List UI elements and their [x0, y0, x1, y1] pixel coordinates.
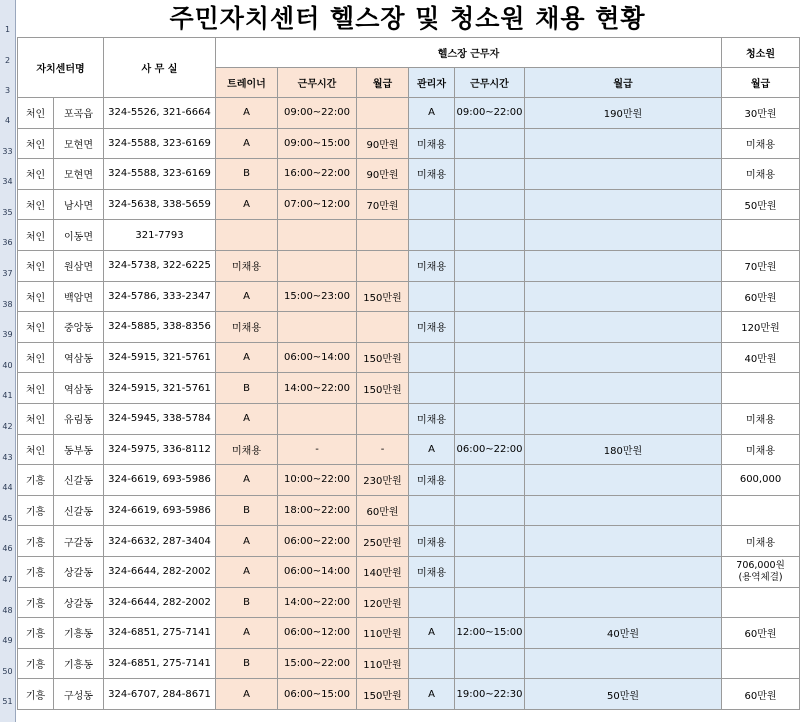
manager-salary-cell[interactable] — [525, 312, 722, 343]
manager-cell[interactable] — [409, 648, 455, 679]
trainer-hours-cell[interactable]: - — [278, 434, 357, 465]
table-row — [18, 312, 800, 343]
district-cell[interactable]: 처인 — [18, 189, 54, 220]
table-row — [18, 495, 800, 526]
cleaner-salary-cell[interactable]: 40만원 — [722, 342, 800, 373]
cleaner-salary-cell[interactable]: 60만원 — [722, 281, 800, 312]
trainer-header[interactable]: 트레이너 — [216, 68, 278, 98]
manager-hours-cell[interactable] — [455, 220, 525, 251]
trainer-salary-header[interactable]: 월급 — [357, 68, 409, 98]
manager-hours-header[interactable]: 근무시간 — [455, 68, 525, 98]
trainer-cell[interactable]: A — [216, 618, 278, 649]
center-cell[interactable]: 백암면 — [54, 281, 104, 312]
office-phone-cell[interactable]: 324-5588, 323-6169 — [104, 159, 216, 190]
district-cell[interactable]: 기흥 — [18, 495, 54, 526]
center-cell[interactable]: 신갈동 — [54, 495, 104, 526]
manager-hours-cell[interactable] — [455, 373, 525, 404]
district-cell[interactable]: 처인 — [18, 434, 54, 465]
trainer-hours-cell[interactable]: 10:00~22:00 — [278, 465, 357, 496]
center-cell[interactable]: 모현면 — [54, 128, 104, 159]
trainer-cell[interactable]: A — [216, 281, 278, 312]
manager-cell[interactable] — [409, 495, 455, 526]
manager-salary-cell[interactable] — [525, 220, 722, 251]
office-phone-cell[interactable]: 324-6707, 284-8671 — [104, 679, 216, 710]
manager-cell[interactable] — [409, 342, 455, 373]
trainer-salary-cell[interactable]: 90만원 — [357, 128, 409, 159]
trainer-hours-cell[interactable]: 09:00~22:00 — [278, 98, 357, 129]
manager-salary-cell[interactable] — [525, 648, 722, 679]
manager-cell[interactable]: 미채용 — [409, 556, 455, 587]
cleaner-salary-cell[interactable]: 미채용 — [722, 159, 800, 190]
recruitment-table — [17, 37, 800, 710]
center-cell[interactable]: 기흥동 — [54, 648, 104, 679]
trainer-hours-cell[interactable]: 14:00~22:00 — [278, 373, 357, 404]
row-number[interactable]: 49 — [2, 636, 13, 646]
trainer-salary-cell[interactable]: 150만원 — [357, 342, 409, 373]
manager-salary-cell[interactable]: 40만원 — [525, 618, 722, 649]
district-cell[interactable]: 처인 — [18, 98, 54, 129]
district-cell[interactable]: 처인 — [18, 128, 54, 159]
office-phone-cell[interactable]: 324-5738, 322-6225 — [104, 250, 216, 281]
cleaner-salary-header[interactable]: 월급 — [722, 68, 800, 98]
district-cell[interactable]: 처인 — [18, 312, 54, 343]
manager-cell[interactable] — [409, 189, 455, 220]
trainer-salary-cell[interactable] — [357, 403, 409, 434]
manager-cell[interactable] — [409, 220, 455, 251]
district-cell[interactable]: 기흥 — [18, 526, 54, 557]
table-row — [18, 98, 800, 129]
office-phone-cell[interactable]: 324-5915, 321-5761 — [104, 342, 216, 373]
cleaner-salary-cell[interactable]: 미채용 — [722, 403, 800, 434]
district-cell[interactable]: 기흥 — [18, 648, 54, 679]
district-cell[interactable]: 기흥 — [18, 465, 54, 496]
district-cell[interactable]: 처인 — [18, 342, 54, 373]
center-cell[interactable]: 이동면 — [54, 220, 104, 251]
trainer-cell[interactable]: 미채용 — [216, 250, 278, 281]
office-phone-cell[interactable]: 324-6644, 282-2002 — [104, 556, 216, 587]
cleaner-salary-cell[interactable]: 미채용 — [722, 434, 800, 465]
center-cell[interactable]: 상갈동 — [54, 587, 104, 618]
manager-salary-header[interactable]: 월급 — [525, 68, 722, 98]
trainer-cell[interactable]: 미채용 — [216, 312, 278, 343]
cleaner-salary-cell[interactable] — [722, 587, 800, 618]
trainer-cell[interactable]: A — [216, 342, 278, 373]
office-phone-cell[interactable]: 324-5786, 333-2347 — [104, 281, 216, 312]
trainer-hours-cell[interactable]: 16:00~22:00 — [278, 159, 357, 190]
row-number[interactable]: 38 — [2, 299, 13, 309]
trainer-hours-cell[interactable]: 06:00~14:00 — [278, 556, 357, 587]
manager-salary-cell[interactable] — [525, 342, 722, 373]
office-phone-cell[interactable]: 321-7793 — [104, 220, 216, 251]
row-number[interactable]: 35 — [2, 207, 13, 217]
trainer-salary-cell[interactable] — [357, 220, 409, 251]
gym-workers-header[interactable]: 헬스장 근무자 — [216, 38, 722, 68]
trainer-salary-cell[interactable] — [357, 312, 409, 343]
row-number[interactable]: 42 — [2, 422, 13, 432]
trainer-cell[interactable] — [216, 220, 278, 251]
trainer-cell[interactable]: B — [216, 373, 278, 404]
center-cell[interactable]: 남사면 — [54, 189, 104, 220]
row-number[interactable]: 40 — [2, 360, 13, 370]
trainer-salary-cell[interactable] — [357, 98, 409, 129]
table-row — [18, 250, 800, 281]
table-row — [18, 648, 800, 679]
manager-header[interactable]: 관리자 — [409, 68, 455, 98]
manager-salary-cell[interactable] — [525, 189, 722, 220]
center-name-header[interactable]: 자치센터명 — [18, 38, 104, 98]
trainer-cell[interactable]: B — [216, 648, 278, 679]
trainer-hours-cell[interactable] — [278, 403, 357, 434]
manager-cell[interactable]: 미채용 — [409, 403, 455, 434]
row-number[interactable]: 46 — [2, 544, 13, 554]
district-cell[interactable]: 처인 — [18, 159, 54, 190]
center-cell[interactable]: 모현면 — [54, 159, 104, 190]
center-cell[interactable]: 원삼면 — [54, 250, 104, 281]
table-row — [18, 281, 800, 312]
manager-hours-cell[interactable] — [455, 403, 525, 434]
table-row — [18, 618, 800, 649]
trainer-salary-cell[interactable]: 120만원 — [357, 587, 409, 618]
manager-salary-cell[interactable]: 190만원 — [525, 98, 722, 129]
table-row — [18, 679, 800, 710]
trainer-salary-cell[interactable]: 60만원 — [357, 495, 409, 526]
trainer-hours-cell[interactable]: 15:00~22:00 — [278, 648, 357, 679]
trainer-cell[interactable]: A — [216, 556, 278, 587]
trainer-salary-cell[interactable]: 90만원 — [357, 159, 409, 190]
manager-salary-cell[interactable] — [525, 495, 722, 526]
district-cell[interactable]: 기흥 — [18, 556, 54, 587]
table-row — [18, 403, 800, 434]
district-cell[interactable]: 기흥 — [18, 618, 54, 649]
manager-hours-cell[interactable] — [455, 312, 525, 343]
cleaner-salary-cell[interactable]: 706,000원 (용역체결) — [722, 556, 800, 587]
trainer-salary-cell[interactable]: 250만원 — [357, 526, 409, 557]
cleaner-header[interactable]: 청소원 — [722, 38, 800, 68]
trainer-cell[interactable]: A — [216, 403, 278, 434]
manager-salary-cell[interactable] — [525, 128, 722, 159]
district-cell[interactable]: 기흥 — [18, 679, 54, 710]
cleaner-salary-cell[interactable]: 600,000 — [722, 465, 800, 496]
manager-cell[interactable] — [409, 587, 455, 618]
trainer-salary-cell[interactable]: 230만원 — [357, 465, 409, 496]
manager-hours-cell[interactable] — [455, 128, 525, 159]
row-number[interactable]: 45 — [2, 513, 13, 523]
row-number[interactable]: 3 — [4, 85, 11, 95]
trainer-cell[interactable]: A — [216, 98, 278, 129]
trainer-salary-cell[interactable]: 140만원 — [357, 556, 409, 587]
manager-hours-cell[interactable]: 19:00~22:30 — [455, 679, 525, 710]
manager-salary-cell[interactable] — [525, 159, 722, 190]
cleaner-salary-cell[interactable]: 70만원 — [722, 250, 800, 281]
trainer-cell[interactable]: 미채용 — [216, 434, 278, 465]
center-cell[interactable]: 역삼동 — [54, 373, 104, 404]
office-phone-cell[interactable]: 324-5975, 336-8112 — [104, 434, 216, 465]
row-number[interactable]: 1 — [4, 25, 11, 34]
cleaner-salary-cell[interactable]: 60만원 — [722, 679, 800, 710]
manager-hours-cell[interactable]: 12:00~15:00 — [455, 618, 525, 649]
trainer-hours-cell[interactable]: 09:00~15:00 — [278, 128, 357, 159]
trainer-hours-cell[interactable]: 15:00~23:00 — [278, 281, 357, 312]
center-cell[interactable]: 동부동 — [54, 434, 104, 465]
cleaner-salary-cell[interactable] — [722, 220, 800, 251]
manager-salary-cell[interactable] — [525, 281, 722, 312]
row-number[interactable]: 48 — [2, 605, 13, 615]
center-cell[interactable]: 중앙동 — [54, 312, 104, 343]
manager-hours-cell[interactable] — [455, 342, 525, 373]
manager-salary-cell[interactable] — [525, 556, 722, 587]
manager-hours-cell[interactable]: 06:00~22:00 — [455, 434, 525, 465]
trainer-hours-cell[interactable]: 06:00~14:00 — [278, 342, 357, 373]
cleaner-salary-cell[interactable]: 미채용 — [722, 526, 800, 557]
trainer-cell[interactable]: B — [216, 587, 278, 618]
manager-hours-cell[interactable] — [455, 189, 525, 220]
office-phone-cell[interactable]: 324-5915, 321-5761 — [104, 373, 216, 404]
table-row — [18, 128, 800, 159]
manager-hours-cell[interactable] — [455, 465, 525, 496]
cleaner-salary-cell[interactable] — [722, 495, 800, 526]
district-cell[interactable]: 기흥 — [18, 587, 54, 618]
table-row — [18, 342, 800, 373]
center-cell[interactable]: 구갈동 — [54, 526, 104, 557]
manager-hours-cell[interactable] — [455, 587, 525, 618]
office-header[interactable]: 사 무 실 — [104, 38, 216, 98]
manager-cell[interactable]: 미채용 — [409, 250, 455, 281]
table-row — [18, 220, 800, 251]
manager-cell[interactable]: A — [409, 434, 455, 465]
table-row — [18, 373, 800, 404]
manager-cell[interactable]: A — [409, 679, 455, 710]
table-body — [18, 98, 800, 710]
center-cell[interactable]: 역삼동 — [54, 342, 104, 373]
district-cell[interactable]: 처인 — [18, 403, 54, 434]
office-phone-cell[interactable]: 324-5885, 338-8356 — [104, 312, 216, 343]
manager-cell[interactable]: A — [409, 618, 455, 649]
manager-cell[interactable]: 미채용 — [409, 128, 455, 159]
trainer-hours-cell[interactable] — [278, 220, 357, 251]
trainer-hours-cell[interactable]: 06:00~15:00 — [278, 679, 357, 710]
row-number[interactable]: 39 — [2, 330, 13, 340]
cleaner-salary-cell[interactable]: 120만원 — [722, 312, 800, 343]
manager-salary-cell[interactable] — [525, 526, 722, 557]
trainer-cell[interactable]: A — [216, 526, 278, 557]
trainer-salary-cell[interactable]: - — [357, 434, 409, 465]
trainer-hours-cell[interactable]: 07:00~12:00 — [278, 189, 357, 220]
cleaner-salary-cell[interactable] — [722, 373, 800, 404]
manager-cell[interactable] — [409, 281, 455, 312]
trainer-cell[interactable]: B — [216, 159, 278, 190]
trainer-cell[interactable]: A — [216, 465, 278, 496]
office-phone-cell[interactable]: 324-6851, 275-7141 — [104, 648, 216, 679]
manager-hours-cell[interactable] — [455, 526, 525, 557]
office-phone-cell[interactable]: 324-6851, 275-7141 — [104, 618, 216, 649]
manager-salary-cell[interactable] — [525, 373, 722, 404]
manager-hours-cell[interactable] — [455, 648, 525, 679]
manager-salary-cell[interactable]: 50만원 — [525, 679, 722, 710]
office-phone-cell[interactable]: 324-6644, 282-2002 — [104, 587, 216, 618]
manager-cell[interactable]: 미채용 — [409, 159, 455, 190]
center-cell[interactable]: 구성동 — [54, 679, 104, 710]
manager-hours-cell[interactable] — [455, 250, 525, 281]
row-number[interactable]: 47 — [2, 575, 13, 584]
row-number[interactable]: 33 — [2, 146, 13, 156]
trainer-hours-cell[interactable]: 06:00~12:00 — [278, 618, 357, 649]
center-cell[interactable]: 기흥동 — [54, 618, 104, 649]
manager-cell[interactable] — [409, 373, 455, 404]
center-cell[interactable]: 포곡읍 — [54, 98, 104, 129]
spreadsheet — [15, 0, 800, 722]
row-number[interactable]: 2 — [4, 55, 11, 65]
trainer-salary-cell[interactable]: 150만원 — [357, 373, 409, 404]
office-phone-cell[interactable]: 324-5945, 338-5784 — [104, 403, 216, 434]
row-number[interactable]: 50 — [2, 666, 13, 676]
table-row — [18, 434, 800, 465]
row-number[interactable]: 34 — [2, 177, 13, 187]
office-phone-cell[interactable]: 324-6619, 693-5986 — [104, 495, 216, 526]
row-number[interactable]: 44 — [2, 483, 13, 493]
trainer-cell[interactable]: A — [216, 128, 278, 159]
center-cell[interactable]: 상갈동 — [54, 556, 104, 587]
trainer-salary-cell[interactable]: 70만원 — [357, 189, 409, 220]
trainer-cell[interactable]: A — [216, 679, 278, 710]
table-row — [18, 556, 800, 587]
cleaner-salary-cell[interactable]: 30만원 — [722, 98, 800, 129]
manager-cell[interactable]: A — [409, 98, 455, 129]
trainer-salary-cell[interactable]: 110만원 — [357, 648, 409, 679]
manager-cell[interactable]: 미채용 — [409, 465, 455, 496]
table-row — [18, 465, 800, 496]
trainer-hours-cell[interactable]: 14:00~22:00 — [278, 587, 357, 618]
manager-salary-cell[interactable] — [525, 587, 722, 618]
trainer-hours-header[interactable]: 근무시간 — [278, 68, 357, 98]
office-phone-cell[interactable]: 324-5588, 323-6169 — [104, 128, 216, 159]
manager-hours-cell[interactable]: 09:00~22:00 — [455, 98, 525, 129]
center-cell[interactable]: 유림동 — [54, 403, 104, 434]
table-row — [18, 159, 800, 190]
manager-cell[interactable]: 미채용 — [409, 312, 455, 343]
district-cell[interactable]: 처인 — [18, 250, 54, 281]
center-cell[interactable]: 신갈동 — [54, 465, 104, 496]
trainer-cell[interactable]: B — [216, 495, 278, 526]
trainer-cell[interactable]: A — [216, 189, 278, 220]
manager-hours-cell[interactable] — [455, 556, 525, 587]
office-phone-cell[interactable]: 324-6632, 287-3404 — [104, 526, 216, 557]
row-number[interactable]: 37 — [2, 269, 13, 279]
manager-hours-cell[interactable] — [455, 159, 525, 190]
manager-salary-cell[interactable] — [525, 250, 722, 281]
manager-cell[interactable]: 미채용 — [409, 526, 455, 557]
trainer-hours-cell[interactable]: 06:00~22:00 — [278, 526, 357, 557]
trainer-salary-cell[interactable] — [357, 250, 409, 281]
manager-salary-cell[interactable] — [525, 403, 722, 434]
row-number[interactable]: 43 — [2, 452, 13, 462]
district-cell[interactable]: 처인 — [18, 220, 54, 251]
cleaner-salary-cell[interactable]: 60만원 — [722, 618, 800, 649]
manager-hours-cell[interactable] — [455, 281, 525, 312]
trainer-salary-cell[interactable]: 150만원 — [357, 281, 409, 312]
district-cell[interactable]: 처인 — [18, 373, 54, 404]
cleaner-salary-cell[interactable] — [722, 648, 800, 679]
trainer-hours-cell[interactable]: 18:00~22:00 — [278, 495, 357, 526]
sheet-title: 주민자치센터 헬스장 및 청소원 채용 현황 — [169, 4, 646, 33]
trainer-salary-cell[interactable]: 150만원 — [357, 679, 409, 710]
row-number[interactable]: 41 — [2, 391, 13, 401]
row-number[interactable]: 36 — [2, 238, 13, 248]
manager-salary-cell[interactable]: 180만원 — [525, 434, 722, 465]
manager-salary-cell[interactable] — [525, 465, 722, 496]
trainer-hours-cell[interactable] — [278, 250, 357, 281]
row-number[interactable]: 4 — [4, 116, 11, 126]
cleaner-salary-cell[interactable]: 미채용 — [722, 128, 800, 159]
office-phone-cell[interactable]: 324-5526, 321-6664 — [104, 98, 216, 129]
manager-hours-cell[interactable] — [455, 495, 525, 526]
row-number-gutter — [0, 0, 16, 722]
office-phone-cell[interactable]: 324-5638, 338-5659 — [104, 189, 216, 220]
trainer-hours-cell[interactable] — [278, 312, 357, 343]
cleaner-salary-cell[interactable]: 50만원 — [722, 189, 800, 220]
table-row — [18, 587, 800, 618]
row-number[interactable]: 51 — [2, 697, 13, 707]
office-phone-cell[interactable]: 324-6619, 693-5986 — [104, 465, 216, 496]
district-cell[interactable]: 처인 — [18, 281, 54, 312]
trainer-salary-cell[interactable]: 110만원 — [357, 618, 409, 649]
table-row — [18, 189, 800, 220]
table-row — [18, 526, 800, 557]
